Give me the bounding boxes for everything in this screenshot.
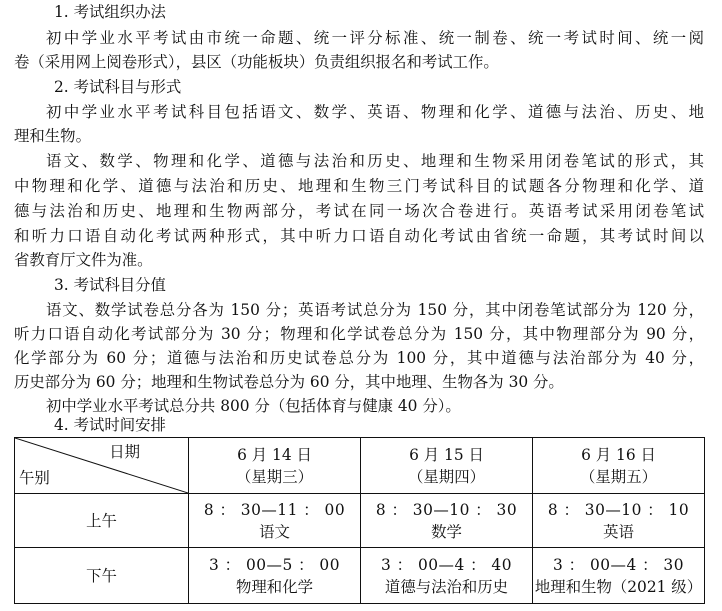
paragraph-line: 初中学业水平考试由市统一命题、统一评分标准、统一制卷、统一考试时间、统一阅	[46, 29, 704, 47]
date-label: 6 月 16 日	[581, 445, 656, 464]
paragraph-line: 化学部分为 60 分；道德与法治和历史试卷总分为 100 分，其中道德与法治部分为 40 分，	[14, 349, 704, 367]
weekday-label: （星期三）	[236, 467, 313, 486]
exam-time: 3 ： 00—4 ： 40	[381, 555, 512, 574]
exam-subject: 地理和生物（2021 级）	[534, 577, 703, 596]
session-label-cell: 上午	[15, 494, 189, 548]
section-2-heading: 2. 考试科目与形式	[54, 78, 182, 96]
paragraph-line: 语文、数学、物理和化学、道德与法治和历史、地理和生物采用闭卷笔试的形式，其	[46, 152, 704, 170]
paragraph-line: 理和生物。	[14, 127, 91, 145]
exam-time: 8 ： 30—10 ： 10	[547, 500, 690, 519]
exam-subject: 语文	[259, 522, 290, 541]
weekday-label: （星期五）	[580, 467, 657, 486]
session-label-cell: 下午	[15, 548, 189, 604]
date-corner-label: 日期	[109, 443, 140, 461]
exam-subject: 数学	[431, 522, 462, 541]
exam-time: 8 ： 30—11 ： 00	[203, 500, 346, 519]
paragraph-line: 和听力口语自动化考试两种形式，其中听力口语自动化考试由省统一命题，其考试时间以	[14, 227, 704, 245]
exam-cell	[361, 494, 533, 548]
exam-cell	[533, 494, 705, 548]
exam-time: 3 ： 00—4 ： 30	[553, 555, 684, 574]
exam-subject: 物理和化学	[236, 577, 313, 596]
paragraph-line: 初中学业水平考试总分共 800 分（包括体育与健康 40 分）。	[46, 397, 461, 415]
paragraph-line: 初中学业水平考试科目包括语文、数学、英语、物理和化学、道德与法治、历史、地	[46, 103, 704, 121]
table-row	[15, 548, 705, 604]
table-header-row	[15, 438, 705, 494]
date-header-cell	[361, 438, 533, 494]
exam-cell	[533, 548, 705, 604]
corner-header-cell	[15, 438, 189, 494]
exam-subject: 英语	[603, 522, 634, 541]
paragraph-line: 卷（采用网上阅卷形式），县区（功能板块）负责组织报名和考试工作。	[14, 53, 499, 71]
date-header-cell	[189, 438, 361, 494]
section-3-heading: 3. 考试科目分值	[54, 276, 166, 294]
table-row	[15, 494, 705, 548]
exam-cell	[189, 494, 361, 548]
exam-time: 8 ： 30—10 ： 30	[375, 500, 518, 519]
weekday-label: （星期四）	[408, 467, 485, 486]
paragraph-line: 中物理和化学、道德与法治和历史、地理和生物三门考试科目的试题各分物理和化学、道	[14, 177, 704, 195]
date-label: 6 月 15 日	[409, 445, 484, 464]
paragraph-line: 语文、数学试卷总分各为 150 分；英语考试总分为 150 分，其中闭卷笔试部分为 120 分，	[46, 301, 704, 319]
date-header-cell	[533, 438, 705, 494]
section-1-heading: 1. 考试组织办法	[54, 3, 166, 21]
paragraph-line: 历史部分为 60 分；地理和生物试卷总分为 60 分，其中地理、生物各为 30 分。	[14, 373, 564, 391]
exam-schedule-table	[14, 437, 705, 604]
paragraph-line: 德与法治和历史、地理和生物两部分，考试在同一场次合卷进行。英语考试采用闭卷笔试	[14, 202, 704, 220]
paragraph-line: 省教育厅文件为准。	[14, 251, 153, 269]
section-4-heading: 4. 考试时间安排	[54, 416, 166, 434]
date-label: 6 月 14 日	[237, 445, 312, 464]
exam-time: 3 ： 00—5 ： 00	[209, 555, 340, 574]
exam-cell	[361, 548, 533, 604]
exam-subject: 道德与法治和历史	[384, 577, 509, 596]
paragraph-line: 听力口语自动化考试部分为 30 分；物理和化学试卷总分为 150 分，其中物理部分为 90 分，	[14, 325, 704, 343]
session-corner-label: 午别	[19, 469, 50, 487]
exam-cell	[189, 548, 361, 604]
